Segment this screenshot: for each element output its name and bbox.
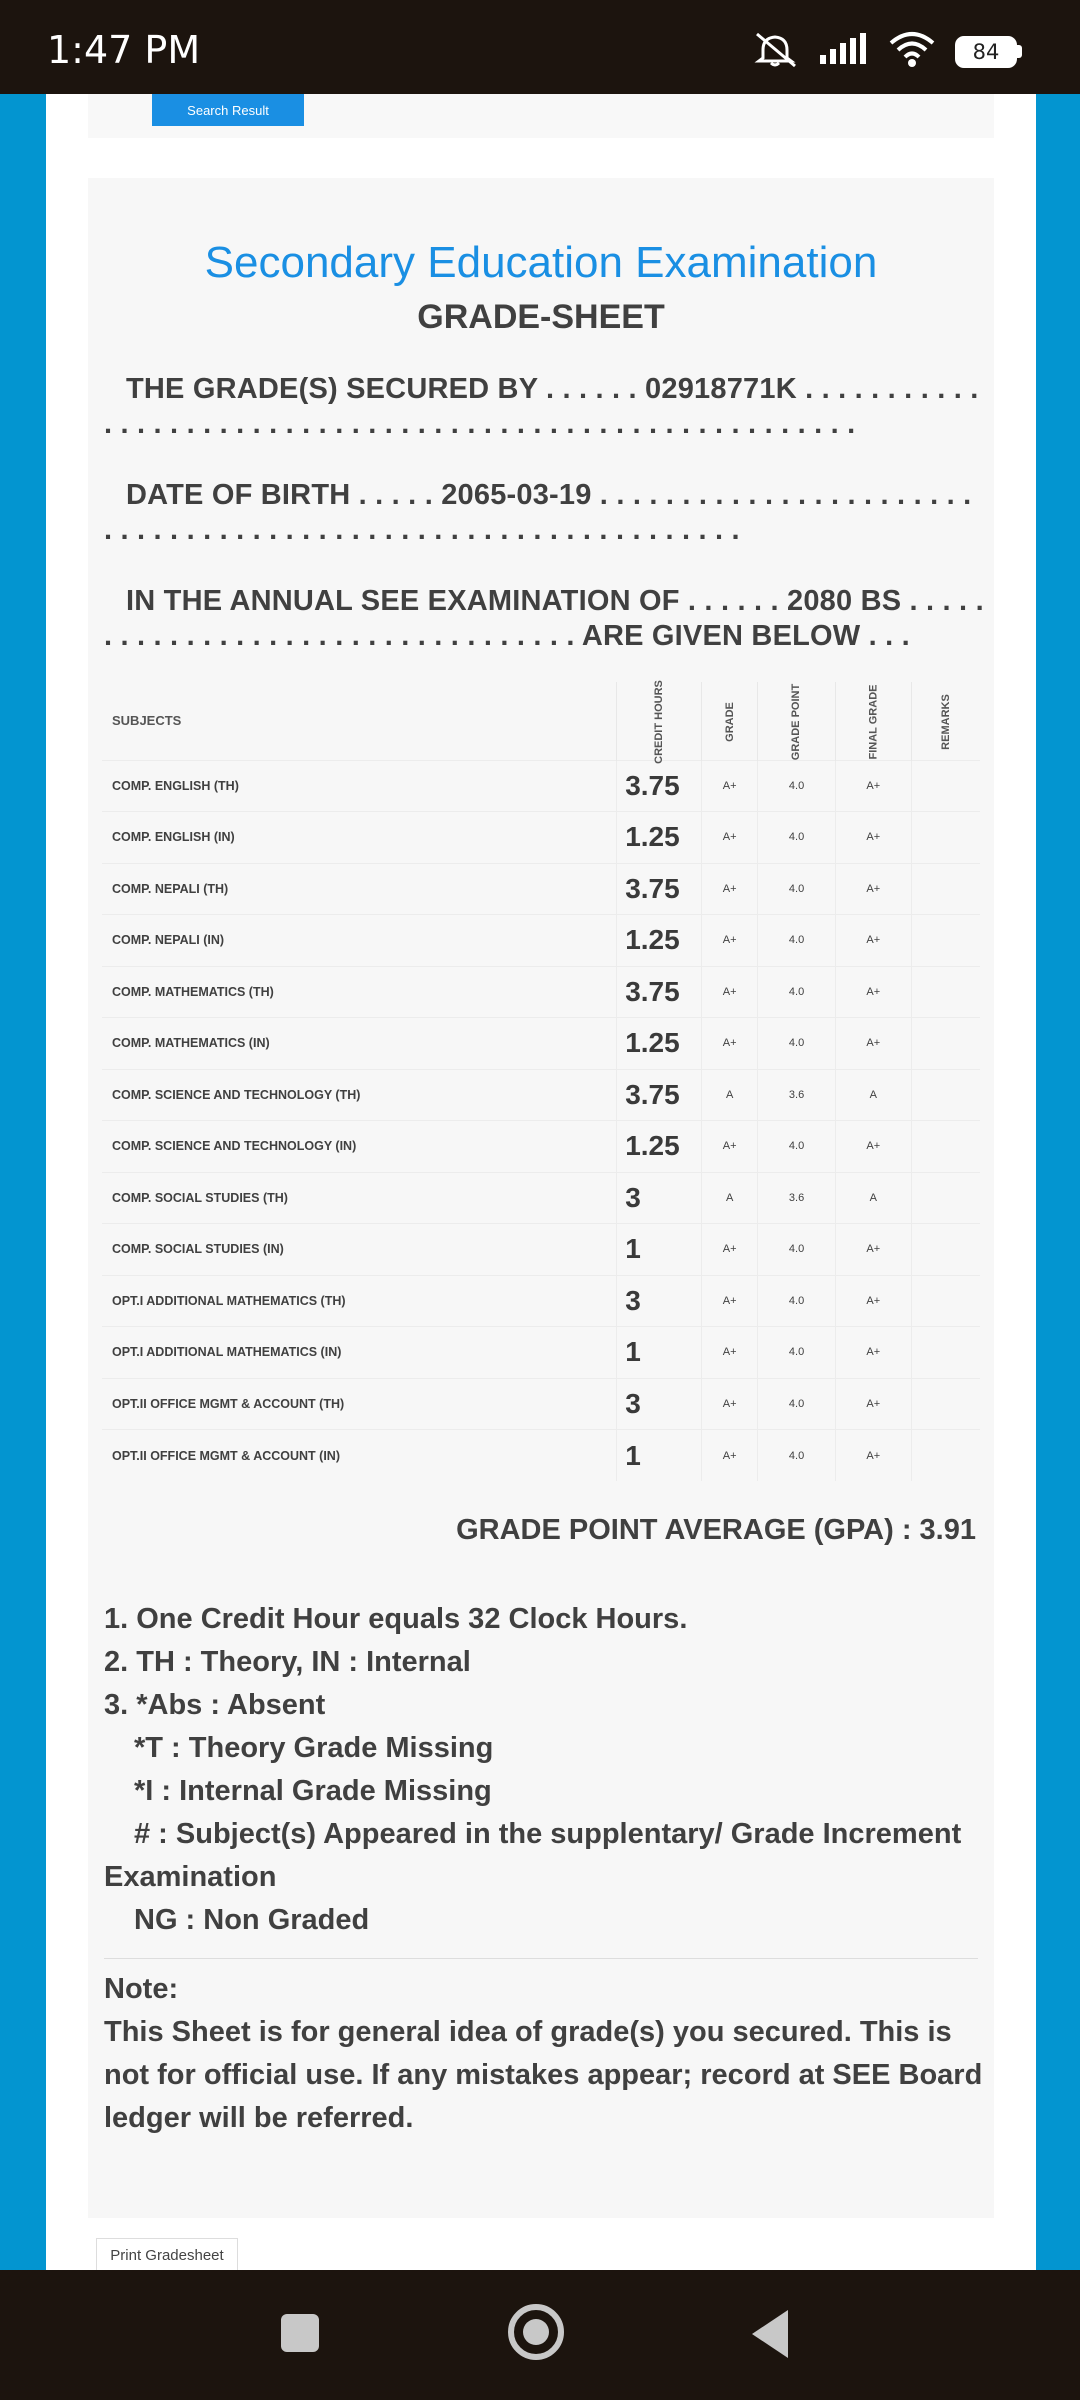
cell-subject: COMP. ENGLISH (IN) — [102, 812, 617, 864]
status-icons — [753, 30, 1022, 73]
cell-final-grade: A+ — [835, 812, 911, 864]
table-row — [102, 1430, 980, 1482]
cell-final-grade: A+ — [835, 760, 911, 812]
cell-subject: OPT.II OFFICE MGMT & ACCOUNT (TH) — [102, 1378, 617, 1430]
header-subjects: SUBJECTS — [112, 713, 182, 729]
cell-subject: COMP. MATHEMATICS (IN) — [102, 1018, 617, 1070]
cell-final-grade: A+ — [835, 1327, 911, 1379]
cell-grade-point: 4.0 — [758, 863, 835, 915]
cell-credit-hours: 3.75 — [617, 863, 702, 915]
cell-final-grade: A+ — [835, 1275, 911, 1327]
cell-grade-point: 3.6 — [758, 1172, 835, 1224]
table-row — [102, 915, 980, 967]
cell-credit-hours: 3.75 — [617, 1069, 702, 1121]
cell-credit-hours: 1.25 — [617, 1121, 702, 1173]
dob-line — [104, 478, 984, 548]
cell-grade: A+ — [701, 1430, 757, 1482]
note-item: 3. *Abs : Absent — [104, 1689, 326, 1721]
grades-table — [102, 679, 980, 1481]
battery-icon — [955, 36, 1022, 68]
cell-final-grade: A+ — [835, 915, 911, 967]
table-row — [102, 1018, 980, 1070]
cell-remarks — [911, 760, 980, 812]
home-icon[interactable] — [508, 2304, 564, 2360]
table-row — [102, 1172, 980, 1224]
cell-remarks — [911, 1172, 980, 1224]
cell-remarks — [911, 1018, 980, 1070]
cell-grade: A+ — [701, 915, 757, 967]
cell-grade: A+ — [701, 1327, 757, 1379]
cell-credit-hours: 1 — [617, 1224, 702, 1276]
grade-sheet — [88, 178, 994, 2218]
header-grade — [701, 682, 757, 760]
cell-grade-point: 4.0 — [758, 915, 835, 967]
secured-by-text: THE GRADE(S) SECURED BY . . . . . . 02918771K . . . . . . . . . . . . . . . . . . . . . . . . . . . . . . . . . . . . . . . . . . . . . . . . . . . . . . . . . — [104, 373, 979, 440]
cell-grade: A+ — [701, 1018, 757, 1070]
cell-subject: COMP. ENGLISH (TH) — [102, 760, 617, 812]
header-final-grade-text: FINAL GRADE — [867, 684, 880, 760]
cell-credit-hours: 3.75 — [617, 966, 702, 1018]
header-grade-text: GRADE — [723, 701, 736, 742]
cell-credit-hours: 3 — [617, 1378, 702, 1430]
cell-grade-point: 4.0 — [758, 966, 835, 1018]
cell-grade: A+ — [701, 863, 757, 915]
cell-grade-point: 4.0 — [758, 1378, 835, 1430]
cell-remarks — [911, 863, 980, 915]
table-row — [102, 1224, 980, 1276]
cell-credit-hours: 3 — [617, 1275, 702, 1327]
cell-grade: A+ — [701, 760, 757, 812]
note-item: 2. TH : Theory, IN : Internal — [104, 1646, 471, 1678]
table-row — [102, 1069, 980, 1121]
cell-remarks — [911, 1275, 980, 1327]
cell-grade-point: 4.0 — [758, 1018, 835, 1070]
cell-grade: A+ — [701, 1121, 757, 1173]
legend-notes — [104, 1598, 984, 1942]
battery-level — [955, 36, 1017, 68]
recents-icon[interactable] — [281, 2314, 319, 2352]
note-title: Note: — [104, 1973, 179, 2005]
cell-grade-point: 4.0 — [758, 760, 835, 812]
navigation-bar — [0, 2270, 1080, 2400]
header-credit-hours — [617, 679, 702, 764]
table-row — [102, 1275, 980, 1327]
cell-subject: COMP. SOCIAL STUDIES (TH) — [102, 1172, 617, 1224]
gradesheet-heading: GRADE-SHEET — [417, 298, 665, 336]
search-bar-area — [88, 94, 994, 138]
print-gradesheet-button[interactable]: Print Gradesheet — [96, 2238, 238, 2272]
gpa-summary: GRADE POINT AVERAGE (GPA) : 3.91 — [456, 1514, 976, 1546]
cell-remarks — [911, 966, 980, 1018]
note-item-text: # : Subject(s) Appeared in the supplentary/ Grade Increment Examination — [104, 1818, 962, 1893]
header-final-grade — [835, 682, 911, 760]
cell-final-grade: A+ — [835, 1018, 911, 1070]
note-item: *T : Theory Grade Missing — [134, 1732, 494, 1764]
cell-subject: OPT.II OFFICE MGMT & ACCOUNT (IN) — [102, 1430, 617, 1482]
cell-grade: A+ — [701, 1378, 757, 1430]
cell-final-grade: A+ — [835, 1378, 911, 1430]
header-credit-hours-text: CREDIT HOURS — [653, 679, 666, 764]
wifi-icon — [889, 31, 935, 72]
cell-credit-hours: 3 — [617, 1172, 702, 1224]
cell-subject: COMP. MATHEMATICS (TH) — [102, 966, 617, 1018]
dob-text: DATE OF BIRTH . . . . . 2065-03-19 . . . . . . . . . . . . . . . . . . . . . . . . . . . . . . . . . . . . . . . . . . . . . . . . . . . . . . . . . . . . . . — [104, 479, 972, 546]
cell-grade: A+ — [701, 1275, 757, 1327]
note-text: This Sheet is for general idea of grade(s) you secured. This is not for official use. If any mistakes appear; record at SEE Board ledger will be referred. — [104, 2016, 983, 2134]
header-grade-point — [758, 682, 835, 760]
header-remarks — [911, 682, 980, 760]
cell-credit-hours: 1 — [617, 1430, 702, 1482]
cell-final-grade: A+ — [835, 966, 911, 1018]
cell-final-grade: A+ — [835, 1430, 911, 1482]
cell-subject: COMP. NEPALI (TH) — [102, 863, 617, 915]
cell-credit-hours: 1 — [617, 1327, 702, 1379]
cell-subject: COMP. SCIENCE AND TECHNOLOGY (IN) — [102, 1121, 617, 1173]
note-item — [104, 1813, 984, 1899]
cell-credit-hours: 3.75 — [617, 760, 702, 812]
divider — [104, 1958, 978, 1959]
mute-icon — [753, 30, 799, 73]
cell-remarks — [911, 812, 980, 864]
exam-title: Secondary Education Examination — [204, 238, 878, 287]
cell-grade-point: 4.0 — [758, 1430, 835, 1482]
cell-grade-point: 4.0 — [758, 812, 835, 864]
secured-by-line — [104, 372, 984, 442]
table-row — [102, 1121, 980, 1173]
cell-remarks — [911, 1327, 980, 1379]
cell-subject: COMP. NEPALI (IN) — [102, 915, 617, 967]
disclaimer-note — [104, 1968, 984, 2140]
cell-grade-point: 4.0 — [758, 1224, 835, 1276]
cell-grade-point: 3.6 — [758, 1069, 835, 1121]
note-item: *I : Internal Grade Missing — [134, 1775, 492, 1807]
header-grade-point-text: GRADE POINT — [790, 683, 803, 760]
table-row — [102, 1378, 980, 1430]
table-row — [102, 1327, 980, 1379]
cell-remarks — [911, 915, 980, 967]
cell-remarks — [911, 1121, 980, 1173]
exam-line — [104, 584, 984, 654]
cell-grade: A — [701, 1069, 757, 1121]
cell-grade-point: 4.0 — [758, 1275, 835, 1327]
status-time: 1:47 PM — [47, 28, 201, 72]
exam-text: IN THE ANNUAL SEE EXAMINATION OF . . . . . . 2080 BS . . . . . . . . . . . . . . . . . . . . . . . . . . . . . . . . . . ARE GIVEN BELOW . . . — [104, 585, 984, 652]
table-row — [102, 863, 980, 915]
cell-grade-point: 4.0 — [758, 1327, 835, 1379]
back-icon[interactable] — [752, 2310, 788, 2358]
table-header-row — [102, 682, 980, 760]
cell-grade: A+ — [701, 966, 757, 1018]
cell-subject: COMP. SOCIAL STUDIES (IN) — [102, 1224, 617, 1276]
note-item: NG : Non Graded — [134, 1904, 370, 1936]
battery-tip — [1017, 45, 1022, 58]
grades-table-body — [102, 760, 980, 1481]
note-item: 1. One Credit Hour equals 32 Clock Hours. — [104, 1603, 688, 1635]
cell-remarks — [911, 1378, 980, 1430]
cell-grade: A — [701, 1172, 757, 1224]
cell-grade: A+ — [701, 1224, 757, 1276]
cell-remarks — [911, 1430, 980, 1482]
cell-final-grade: A+ — [835, 1121, 911, 1173]
signal-icon — [819, 33, 869, 70]
cell-credit-hours: 1.25 — [617, 915, 702, 967]
cell-grade: A+ — [701, 812, 757, 864]
search-result-button[interactable]: Search Result — [152, 94, 304, 126]
cell-remarks — [911, 1224, 980, 1276]
cell-final-grade: A — [835, 1172, 911, 1224]
cell-credit-hours: 1.25 — [617, 812, 702, 864]
cell-final-grade: A+ — [835, 863, 911, 915]
cell-credit-hours: 1.25 — [617, 1018, 702, 1070]
cell-subject: OPT.I ADDITIONAL MATHEMATICS (TH) — [102, 1275, 617, 1327]
table-row — [102, 760, 980, 812]
status-bar — [0, 0, 1080, 94]
cell-remarks — [911, 1069, 980, 1121]
table-row — [102, 966, 980, 1018]
cell-subject: OPT.I ADDITIONAL MATHEMATICS (IN) — [102, 1327, 617, 1379]
cell-final-grade: A+ — [835, 1224, 911, 1276]
battery-text: 84 — [972, 39, 1000, 64]
page-container — [46, 94, 1036, 2270]
table-row — [102, 812, 980, 864]
cell-final-grade: A — [835, 1069, 911, 1121]
cell-grade-point: 4.0 — [758, 1121, 835, 1173]
header-remarks-text: REMARKS — [939, 693, 952, 750]
cell-subject: COMP. SCIENCE AND TECHNOLOGY (TH) — [102, 1069, 617, 1121]
